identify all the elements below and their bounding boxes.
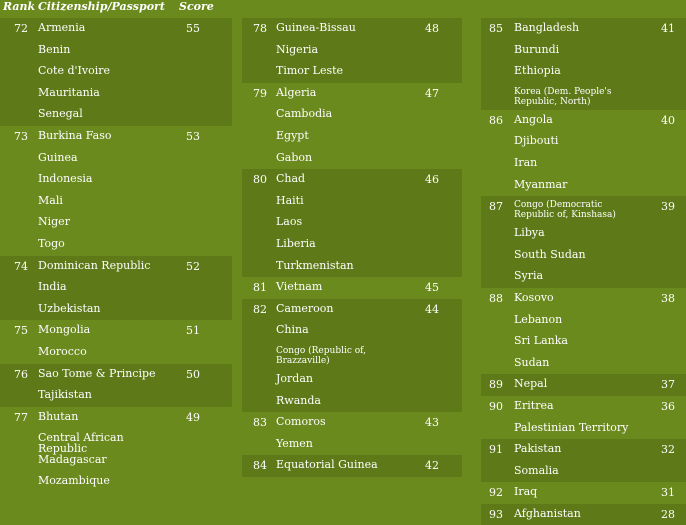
table-row — [0, 277, 232, 299]
column-1 — [0, 18, 232, 493]
country-name: India — [38, 280, 67, 294]
table-row — [0, 18, 232, 40]
rank-group — [481, 439, 686, 482]
country-name: Nigeria — [276, 42, 319, 56]
country-name: Guinea-Bissau — [276, 21, 356, 34]
rank-group — [0, 407, 232, 493]
country-name: Somalia — [514, 463, 559, 477]
rank-value: 92 — [489, 486, 503, 500]
column-3 — [481, 18, 686, 525]
rank-value: 80 — [253, 173, 267, 187]
table-row — [0, 104, 232, 126]
rank-group — [481, 196, 686, 288]
rank-group — [242, 277, 462, 299]
table-row — [0, 320, 232, 342]
table-row — [0, 299, 232, 321]
table-row — [481, 61, 686, 83]
country-name: Tajikistan — [38, 388, 92, 402]
table-row — [0, 471, 232, 493]
table-row — [0, 364, 232, 386]
country-name: Mauritania — [38, 85, 100, 99]
country-name: Egypt — [276, 128, 309, 142]
rank-group — [481, 288, 686, 374]
country-name: Ethiopia — [514, 64, 561, 78]
score-value: 48 — [425, 22, 439, 35]
country-name: Liberia — [276, 236, 316, 250]
score-value: 36 — [661, 399, 675, 413]
rank-group — [481, 396, 686, 439]
country-name: Senegal — [38, 107, 83, 121]
table-row — [481, 131, 686, 153]
table-row — [0, 169, 232, 191]
table-row — [242, 191, 462, 213]
country-name: Angola — [514, 112, 553, 126]
country-name: Bangladesh — [514, 21, 580, 34]
country-name: Lebanon — [514, 312, 563, 326]
table-row — [481, 374, 686, 396]
country-name: Burkina Faso — [38, 128, 112, 142]
table-row — [0, 385, 232, 407]
country-name: Kosovo — [514, 290, 554, 304]
country-name: Armenia — [38, 21, 86, 34]
rank-value: 85 — [489, 22, 503, 35]
score-value: 32 — [661, 443, 675, 457]
rank-group — [481, 110, 686, 196]
country-name: Sao Tome & Principe — [38, 366, 156, 380]
score-value: 47 — [425, 86, 439, 100]
rank-value: 77 — [14, 410, 28, 424]
score-value: 44 — [425, 302, 439, 316]
rank-group — [242, 299, 462, 412]
table-row — [242, 40, 462, 62]
table-row — [242, 412, 462, 434]
rank-group — [242, 412, 462, 455]
country-name: Palestinian Territory — [514, 420, 629, 434]
table-row — [0, 126, 232, 148]
rank-value: 74 — [14, 259, 28, 273]
rank-value: 89 — [489, 378, 503, 392]
rank-value: 75 — [14, 324, 28, 338]
country-name: Mongolia — [38, 323, 91, 337]
country-name: Chad — [276, 172, 306, 186]
rank-value: 78 — [253, 22, 267, 35]
country-name: Indonesia — [38, 172, 93, 186]
header-rank: Rank — [3, 0, 36, 13]
table-row — [0, 83, 232, 105]
country-name: Yemen — [276, 436, 313, 450]
score-value: 40 — [661, 113, 675, 127]
country-name: Central African Republic — [38, 431, 124, 456]
table-row — [481, 310, 686, 332]
table-row — [0, 212, 232, 234]
country-name: Sudan — [514, 355, 550, 369]
country-name: Syria — [514, 269, 544, 283]
rank-group — [481, 482, 686, 504]
score-value: 43 — [425, 416, 439, 430]
country-name: Libya — [514, 226, 545, 240]
country-name: China — [276, 323, 309, 337]
table-row — [242, 126, 462, 148]
country-name: Turkmenistan — [276, 258, 354, 272]
table-row — [0, 191, 232, 213]
rank-group — [0, 320, 232, 363]
rank-value: 81 — [253, 281, 267, 295]
country-name: Gabon — [276, 150, 313, 164]
rank-value: 79 — [253, 86, 267, 100]
country-name: Iran — [514, 155, 538, 169]
rank-value: 93 — [489, 507, 503, 521]
country-name: Niger — [38, 215, 70, 229]
table-row — [0, 407, 232, 429]
country-name: Equatorial Guinea — [276, 458, 378, 472]
table-row — [0, 428, 232, 456]
table-row — [242, 299, 462, 321]
table-row — [242, 391, 462, 413]
country-name: Laos — [276, 215, 303, 229]
score-value: 37 — [661, 378, 675, 392]
country-name: Burundi — [514, 42, 560, 56]
score-value: 38 — [661, 291, 675, 305]
country-name: Togo — [38, 236, 65, 250]
score-value: 41 — [661, 22, 675, 35]
country-name: Haiti — [276, 193, 304, 207]
rank-value: 82 — [253, 302, 267, 316]
score-value: 46 — [425, 173, 439, 187]
rank-group — [0, 256, 232, 321]
country-name: Cameroon — [276, 301, 334, 315]
country-name: Mozambique — [38, 474, 110, 488]
table-row — [242, 342, 462, 369]
table-row — [0, 40, 232, 62]
country-name: Benin — [38, 42, 71, 56]
country-name: Cote d'Ivoire — [38, 64, 110, 78]
table-row — [481, 175, 686, 197]
country-name: Vietnam — [276, 280, 323, 294]
rank-value: 83 — [253, 416, 267, 430]
country-name: Rwanda — [276, 393, 321, 407]
country-name: Congo (Republic of, Brazzaville) — [276, 345, 367, 366]
column-2 — [242, 18, 462, 477]
country-name: Dominican Republic — [38, 258, 151, 272]
table-row — [242, 320, 462, 342]
table-row — [481, 439, 686, 461]
table-row — [481, 331, 686, 353]
table-row — [242, 148, 462, 170]
rank-value: 90 — [489, 399, 503, 413]
country-name: Cambodia — [276, 107, 333, 121]
country-name: Congo (Democratic Republic of, Kinshasa) — [514, 200, 616, 221]
country-name: Sri Lanka — [514, 334, 568, 348]
table-row — [242, 234, 462, 256]
table-row — [0, 61, 232, 83]
country-name: Eritrea — [514, 398, 554, 412]
rank-value: 72 — [14, 22, 28, 35]
country-name: South Sudan — [514, 247, 586, 261]
table-row — [481, 418, 686, 440]
table-row — [242, 212, 462, 234]
country-name: Guinea — [38, 150, 78, 164]
country-name: Pakistan — [514, 442, 562, 456]
rank-group — [242, 455, 462, 477]
table-row — [0, 148, 232, 170]
table-row — [242, 83, 462, 105]
score-value: 42 — [425, 459, 439, 473]
table-row — [481, 83, 686, 110]
country-name: Timor Leste — [276, 64, 344, 78]
table-row — [242, 256, 462, 278]
country-name: Korea (Dem. People's Republic, North) — [514, 86, 612, 107]
table-row — [481, 266, 686, 288]
rank-group — [481, 374, 686, 396]
rank-group — [0, 364, 232, 407]
score-value: 28 — [661, 507, 675, 521]
table-row — [481, 245, 686, 267]
score-value: 52 — [186, 259, 200, 273]
score-value: 49 — [186, 410, 200, 424]
header-citizenship: Citizenship/Passport — [38, 0, 165, 13]
country-name: Nepal — [514, 377, 548, 391]
country-name: Mali — [38, 193, 63, 207]
rank-value: 86 — [489, 113, 503, 127]
table-row — [242, 277, 462, 299]
score-value: 53 — [186, 129, 200, 143]
score-value: 51 — [186, 324, 200, 338]
table-row — [481, 353, 686, 375]
country-name: Afghanistan — [514, 506, 581, 520]
table-row — [481, 288, 686, 310]
rank-group — [481, 18, 686, 110]
rank-value: 87 — [489, 200, 503, 214]
table-row — [242, 369, 462, 391]
header-score: Score — [179, 0, 214, 13]
score-value: 55 — [186, 22, 200, 35]
rank-value: 76 — [14, 367, 28, 381]
country-name: Jordan — [276, 371, 313, 385]
table-row — [481, 40, 686, 62]
table-row — [242, 61, 462, 83]
table-row — [0, 256, 232, 278]
table-row — [481, 153, 686, 175]
rank-group — [242, 83, 462, 169]
table-row — [481, 18, 686, 40]
country-name: Djibouti — [514, 134, 559, 148]
table-row — [242, 104, 462, 126]
country-name: Comoros — [276, 415, 326, 429]
table-row — [481, 196, 686, 223]
country-name: Algeria — [276, 85, 317, 99]
table-row — [481, 110, 686, 132]
rank-value: 73 — [14, 129, 28, 143]
rank-value: 84 — [253, 459, 267, 473]
rank-group — [242, 169, 462, 277]
table-row — [242, 434, 462, 456]
score-value: 45 — [425, 281, 439, 295]
table-row — [481, 504, 686, 525]
table-row — [0, 342, 232, 364]
table-row — [0, 234, 232, 256]
score-value: 50 — [186, 367, 200, 381]
table-row — [242, 169, 462, 191]
country-name: Iraq — [514, 485, 538, 499]
table-row — [481, 223, 686, 245]
rank-group — [0, 18, 232, 126]
country-name: Madagascar — [38, 452, 107, 466]
country-name: Morocco — [38, 344, 87, 358]
score-value: 39 — [661, 200, 675, 214]
rank-value: 88 — [489, 291, 503, 305]
table-row — [0, 450, 232, 472]
rank-group — [242, 18, 462, 83]
score-value: 31 — [661, 486, 675, 500]
table-row — [242, 455, 462, 477]
rank-group — [0, 126, 232, 256]
rank-group — [481, 504, 686, 525]
country-name: Uzbekistan — [38, 301, 101, 315]
table-row — [242, 18, 462, 40]
rank-value: 91 — [489, 443, 503, 457]
table-row — [481, 396, 686, 418]
country-name: Bhutan — [38, 409, 79, 423]
table-row — [481, 461, 686, 483]
table-row — [481, 482, 686, 504]
country-name: Myanmar — [514, 177, 568, 191]
